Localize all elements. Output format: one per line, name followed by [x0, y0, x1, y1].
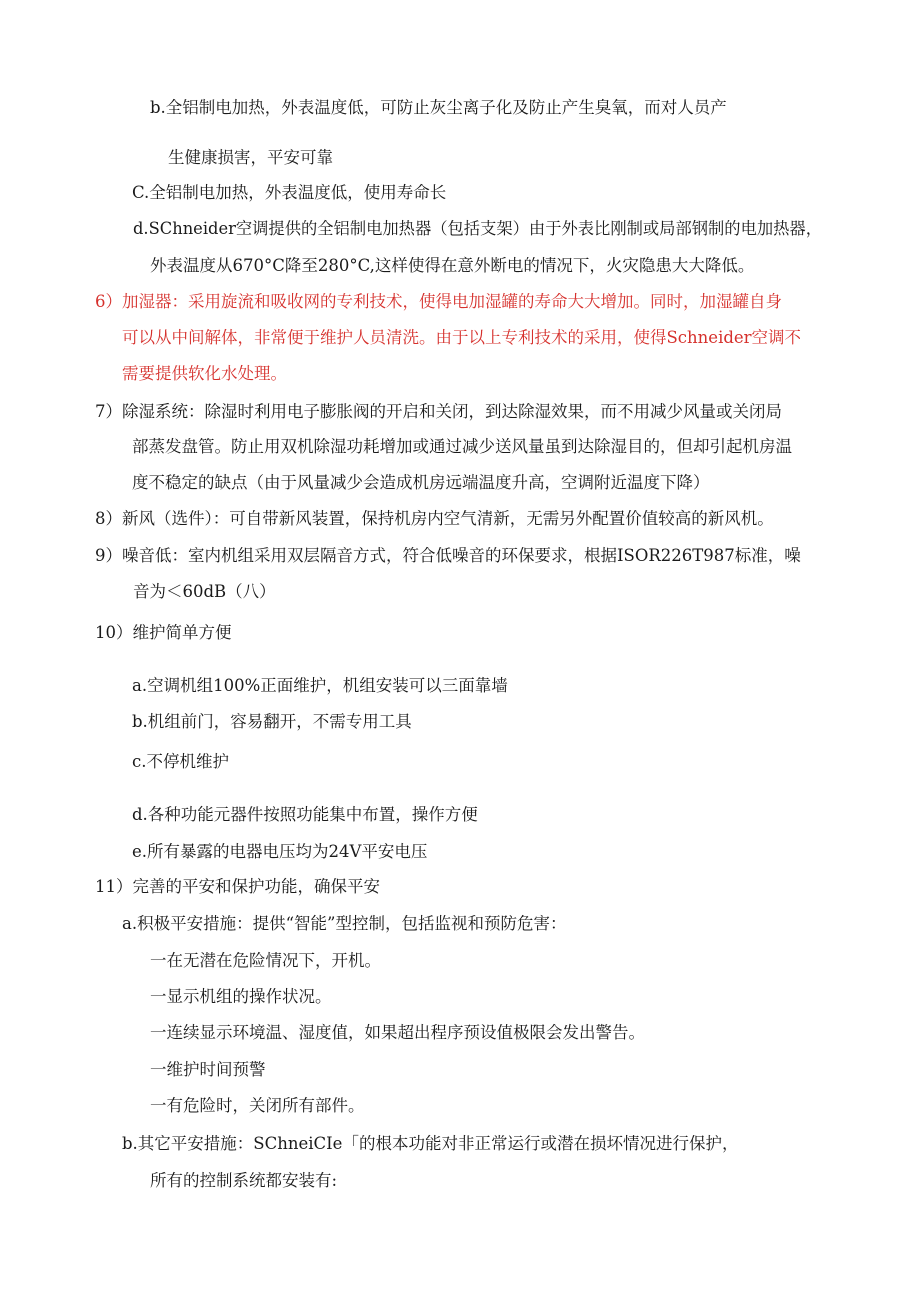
bullet-item: 一显示机组的操作状况。 — [150, 987, 332, 1006]
bullet-item: 一连续显示环境温、湿度值，如果超出程序预设值极限会发出警告。 — [150, 1023, 645, 1042]
section-9-heading: 9）噪音低：室内机组采用双层隔音方式，符合低噪音的环保要求，根据ISOR226T987标准，噪 — [95, 546, 801, 565]
bullet-item: 一有危险时，关闭所有部件。 — [150, 1096, 365, 1115]
section-7-heading: 7）除湿系统：除湿时利用电子膨胀阀的开启和关闭，到达除湿效果，而不用减少风量或关闭局 — [95, 402, 782, 421]
text-line: 所有的控制系统都安装有: — [150, 1171, 338, 1190]
text-line: b.全铝制电加热，外表温度低，可防止灰尘离子化及防止产生臭氧，而对人员产 — [150, 98, 727, 117]
text-line: e.所有暴露的电器电压均为24V平安电压 — [132, 842, 428, 861]
text-line: 部蒸发盘管。防止用双机除湿功耗增加或通过减少送风量虽到达除湿目的，但却引起机房温 — [132, 437, 792, 456]
text-line: 音为＜60dB（八） — [133, 582, 276, 601]
section-11-heading: 11）完善的平安和保护功能，确保平安 — [95, 877, 380, 896]
bullet-item: 一维护时间预警 — [150, 1060, 266, 1079]
bullet-item: 一在无潜在危险情况下，开机。 — [150, 951, 381, 970]
section-8-heading: 8）新风（选件）：可自带新风装置，保持机房内空气清新，无需另外配置价值较高的新风机。 — [95, 509, 774, 528]
text-line: a.积极平安措施：提供“智能”型控制，包括监视和预防危害： — [122, 914, 567, 933]
text-line: 外表温度从670°C降至280°C,这样使得在意外断电的情况下，火灾隐患大大降低。 — [150, 256, 755, 275]
section-10-heading: 10）维护简单方便 — [95, 623, 232, 642]
text-line: 可以从中间解体，非常便于维护人员清洗。由于以上专利技术的采用，使得Schneider空调不 — [122, 328, 802, 347]
text-line: a.空调机组100%正面维护，机组安装可以三面靠墙 — [132, 676, 508, 695]
text-line: d.各种功能元器件按照功能集中布置，操作方便 — [132, 805, 478, 824]
text-line: b.其它平安措施：SChneiCIe「的根本功能对非正常运行或潜在损坏情况进行保护， — [122, 1134, 739, 1153]
text-line: 度不稳定的缺点（由于风量减少会造成机房远端温度升高，空调附近温度下降） — [132, 473, 710, 492]
text-line: c.不停机维护 — [132, 752, 229, 771]
text-line: b.机组前门，容易翻开，不需专用工具 — [132, 712, 412, 731]
text-line: 需要提供软化水处理。 — [122, 364, 287, 383]
text-line: 生健康损害，平安可靠 — [168, 148, 333, 167]
section-6-heading: 6）加湿器：采用旋流和吸收网的专利技术，使得电加湿罐的寿命大大增加。同时，加湿罐自身 — [95, 292, 782, 311]
text-line: C.全铝制电加热，外表温度低，使用寿命长 — [132, 183, 447, 202]
text-line: d.SChneider空调提供的全铝制电加热器（包括支架）由于外表比刚制或局部钢制的电加热器， — [133, 219, 822, 238]
